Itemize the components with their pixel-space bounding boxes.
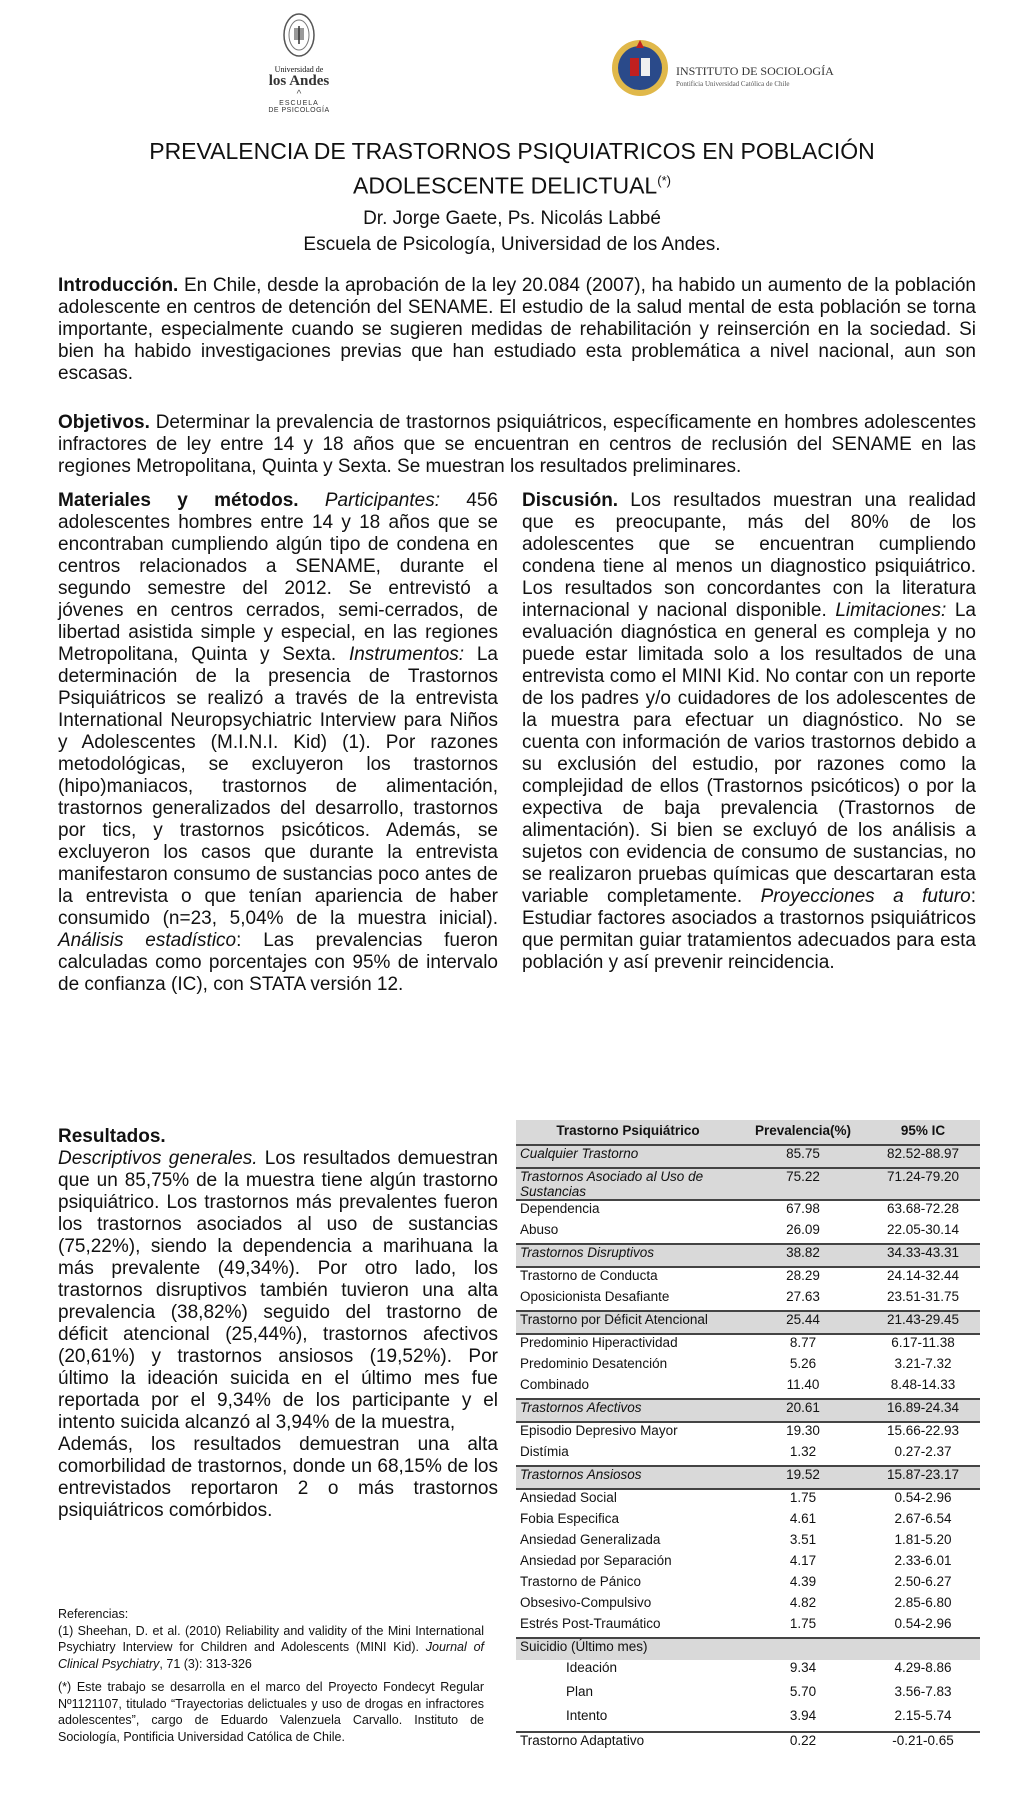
row-name: Dependencia	[516, 1200, 740, 1222]
analisis-text: : Las prevalencias fueron calculadas como porcentajes con 95% de intervalo de confianza (IC), con STATA versión 12.	[58, 930, 498, 995]
ref1-text: (1) Sheehan, D. et al. (2010) Reliability and validity of the Mini International Psychiatry Interview for Children and Adolescents (MINI Kid).	[58, 1623, 484, 1654]
row-prevalence: 3.51	[789, 1532, 817, 1547]
table-row	[516, 1399, 980, 1422]
row-ic: 3.21-7.32	[894, 1356, 952, 1371]
table-row	[516, 1222, 980, 1244]
table-row	[516, 1356, 980, 1377]
table-row	[516, 1145, 980, 1168]
row-prevalence: 4.61	[789, 1511, 817, 1526]
author-affiliation: Escuela de Psicología, Universidad de los Andes.	[303, 234, 721, 255]
row-prevalence: 27.63	[786, 1289, 820, 1304]
prevalence-table-wrap	[516, 1120, 980, 1754]
row-ic: 2.33-6.01	[894, 1553, 952, 1568]
row-name: Trastorno Adaptativo	[516, 1732, 740, 1754]
discusion-text2: La evaluación diagnóstica en general es compleja y no puede estar limitada solo a los resultados de una entrevista como el MINI Kid. No contar con un reporte de los padres y/o cuidadores de los adolescentes de la muestra para efectuar un diagnóstico. No se cuenta con información de varios trastornos debido a su exclusión del estudio, por razones como la complejidad de ellos (Trastornos psicóticos) o por la expectiva de baja prevalencia (Trastornos de alimentación). Si bien se excluyó de los análisis a sujetos con evidencia de consumo de sustancias, no se realizaron pruebas químicas que descartaran esta variable completamente.	[522, 600, 976, 907]
author-names: Dr. Jorge Gaete, Ps. Nicolás Labbé	[363, 208, 661, 229]
row-ic: 34.33-43.31	[866, 1244, 980, 1267]
row-name: Ansiedad Generalizada	[520, 1532, 661, 1547]
row-ic: 22.05-30.14	[886, 1222, 960, 1237]
row-name: Trastornos Ansiosos	[516, 1466, 740, 1489]
row-ic: 2.85-6.80	[894, 1595, 952, 1610]
row-ic: 16.89-24.34	[866, 1399, 980, 1422]
header-prevalencia: Prevalencia(%)	[740, 1120, 866, 1145]
row-name: Ansiedad Social	[516, 1489, 740, 1511]
row-prevalence: 25.44	[740, 1311, 866, 1334]
row-name: Episodio Depresivo Mayor	[516, 1422, 740, 1444]
row-ic	[866, 1638, 980, 1660]
logo-line4: DE PSICOLOGÍA	[268, 107, 330, 114]
row-prevalence: 75.22	[740, 1168, 866, 1200]
row-ic: 1.81-5.20	[894, 1532, 952, 1547]
participantes-label: Participantes:	[324, 490, 440, 511]
resultados-heading: Resultados.	[58, 1126, 166, 1147]
table-row	[516, 1168, 980, 1200]
row-prevalence: 85.75	[740, 1145, 866, 1168]
row-name: Fobia Especifica	[520, 1511, 620, 1526]
universidad-de-los-andes-logo	[258, 12, 340, 114]
header-ic: 95% IC	[866, 1120, 980, 1145]
row-name: Ansiedad por Separación	[520, 1553, 672, 1568]
row-ic: 23.51-31.75	[886, 1289, 960, 1304]
row-ic: 15.87-23.17	[866, 1466, 980, 1489]
table-row	[516, 1466, 980, 1489]
intro-text: En Chile, desde la aprobación de la ley 20.084 (2007), ha habido un aumento de la población adolescente en centros de detención del SENAME. El estudio de la salud mental de esta población se torna importante, especialmente cuando se sugieren medidas de rehabilitación y reinserción en la sociedad. Si bien ha habido investigaciones previas que han estudiado esta problemática a nivel nacional, aun son escasas.	[58, 275, 976, 384]
row-prevalence: 38.82	[740, 1244, 866, 1267]
university-seal-icon	[282, 12, 316, 58]
table-row	[516, 1334, 980, 1356]
discusion-heading: Discusión.	[522, 490, 619, 511]
table-row	[516, 1732, 980, 1754]
row-name: Estrés Post-Traumático	[520, 1616, 661, 1631]
row-prevalence: 11.40	[786, 1377, 820, 1392]
row-prevalence: 8.77	[740, 1334, 866, 1356]
row-name: Cualquier Trastorno	[516, 1145, 740, 1168]
row-ic: 4.29-8.86	[894, 1660, 952, 1675]
row-ic: 0.54-2.96	[866, 1489, 980, 1511]
objetivos-heading: Objetivos.	[58, 412, 150, 433]
row-prevalence: 1.32	[789, 1444, 817, 1459]
instituto-name: INSTITUTO DE SOCIOLOGÍA	[676, 64, 834, 78]
table-row	[516, 1574, 980, 1595]
title-sup: (*)	[657, 173, 671, 188]
instituto-university: Pontificia Universidad Católica de Chile	[676, 80, 790, 88]
row-ic: 82.52-88.97	[866, 1145, 980, 1168]
row-ic: 0.54-2.96	[894, 1616, 952, 1631]
referencias-heading: Referencias:	[58, 1607, 129, 1621]
table-row	[516, 1660, 980, 1684]
row-prevalence: 20.61	[740, 1399, 866, 1422]
row-prevalence: 3.94	[789, 1708, 817, 1723]
row-ic: 2.67-6.54	[894, 1511, 952, 1526]
table-row	[516, 1311, 980, 1334]
table-row	[516, 1553, 980, 1574]
ref1-volume: , 71 (3): 313-326	[159, 1656, 252, 1671]
row-name: Trastorno por Déficit Atencional	[516, 1311, 740, 1334]
row-name: Trastorno de Conducta	[516, 1267, 740, 1289]
proyecciones-label: Proyecciones a futuro	[760, 886, 971, 907]
row-prevalence: 5.26	[789, 1356, 817, 1371]
row-name: Trastornos Asociado al Uso de Sustancias	[516, 1168, 740, 1200]
discusion-text3: : Estudiar factores asociados a trastornos psiquiátricos que permitan guiar tratamientos adecuados para esta población y así prevenir reincidencia.	[522, 886, 977, 973]
authors-block	[0, 206, 1024, 258]
row-ic: 63.68-72.28	[866, 1200, 980, 1222]
row-ic: 8.48-14.33	[890, 1377, 956, 1392]
table-row	[516, 1684, 980, 1708]
descriptivos-label: Descriptivos generales.	[58, 1148, 258, 1169]
row-ic: 15.66-22.93	[866, 1422, 980, 1444]
table-row	[516, 1595, 980, 1616]
row-ic: 3.56-7.83	[894, 1684, 952, 1699]
table-row	[516, 1708, 980, 1732]
row-prevalence: 1.75	[789, 1616, 817, 1631]
row-name: Trastornos Afectivos	[516, 1399, 740, 1422]
row-ic: 24.14-32.44	[866, 1267, 980, 1289]
resultados-text2: Además, los resultados demuestran una alta comorbilidad de trastornos, donde un 68,15% de los entrevistados reportaron 2 o más trastornos psiquiátricos comórbidos.	[58, 1434, 498, 1521]
logo-line2: los Andes	[268, 73, 330, 89]
row-name: Obsesivo-Compulsivo	[520, 1595, 652, 1610]
row-name: Trastorno de Pánico	[520, 1574, 642, 1589]
prevalence-table	[516, 1120, 980, 1754]
participantes-text: 456 adolescentes hombres entre 14 y 18 años que se encontraban cumpliendo algún tipo de condena en centros relacionados a SENAME, durante el segundo semestre del 2012. Se entrevistó a jóvenes en centros cerrados, semi-cerrados, de libertad asistida simple y especial, en las regiones Metropolitana, Quinta y Sexta.	[58, 490, 498, 665]
logo-caret-icon: ^	[296, 89, 302, 100]
table-row	[516, 1200, 980, 1222]
table-row	[516, 1444, 980, 1466]
poster-title	[0, 136, 1024, 201]
row-ic: 21.43-29.45	[866, 1311, 980, 1334]
row-name: Distímia	[520, 1444, 569, 1459]
table-row	[516, 1289, 980, 1311]
row-ic: 71.24-79.20	[866, 1168, 980, 1200]
row-name: Oposicionista Desafiante	[520, 1289, 670, 1304]
table-row	[516, 1422, 980, 1444]
intro-heading: Introducción.	[58, 275, 179, 296]
row-name: Trastornos Disruptivos	[516, 1244, 740, 1267]
logo-line3: ESCUELA	[279, 100, 319, 107]
row-name: Ideación	[566, 1660, 618, 1675]
ref1-journal: Journal of Clinical Psychiatry	[58, 1640, 484, 1671]
row-prevalence: 9.34	[789, 1660, 817, 1675]
row-ic: 2.50-6.27	[894, 1574, 952, 1589]
instrumentos-label: Instrumentos:	[348, 644, 465, 665]
row-ic: -0.21-0.65	[866, 1732, 980, 1754]
instituto-sociologia-logo	[610, 28, 850, 108]
row-name: Combinado	[520, 1377, 590, 1392]
descriptivos-text: Los resultados demuestran que un 85,75% de la muestra tiene algún trastorno psiquiátrico. Los trastornos más prevalentes fueron los trastornos asociados al uso de sustancias (75,22%), siendo la dependencia a marihuana la más prevalente (49,34%). Por otro lado, los trastornos disruptivos también tuvieron una alta prevalencia (38,82%) seguido del trastorno de déficit atencional (25,44%), trastornos afectivos (20,61%) y trastornos ansiosos (19,52%). Por último la ideación suicida en el último mes fue reportada por el 9,34% de los participante y el intento suicida alcanzó al 3,94% de la muestra,	[58, 1148, 499, 1433]
discusion-section	[522, 490, 976, 974]
metodos-heading: Materiales y métodos.	[58, 490, 299, 511]
row-name: Predominio Hiperactividad	[516, 1334, 740, 1356]
row-ic: 2.15-5.74	[894, 1708, 952, 1723]
table-row	[516, 1267, 980, 1289]
table-row	[516, 1532, 980, 1553]
table-row	[516, 1244, 980, 1267]
row-prevalence: 4.39	[789, 1574, 817, 1589]
reference-1	[58, 1623, 484, 1673]
row-prevalence: 67.98	[740, 1200, 866, 1222]
row-prevalence: 1.75	[740, 1489, 866, 1511]
footnote: (*) Este trabajo se desarrolla en el marco del Proyecto Fondecyt Regular Nº1121107, titulado “Trayectorias delictuales y uso de drogas en infractores adolescentes”, cargo de Eduardo Valenzuela Carvallo. Instituto de Sociología, Pontificia Universidad Católica de Chile.	[58, 1680, 484, 1744]
table-row	[516, 1638, 980, 1660]
referencias-section	[58, 1606, 484, 1745]
row-prevalence: 4.17	[789, 1553, 817, 1568]
resultados-section	[58, 1126, 498, 1522]
row-prevalence: 19.52	[740, 1466, 866, 1489]
intro-section	[58, 275, 976, 385]
puc-seal-icon	[610, 28, 670, 108]
discusion-text1: Los resultados muestran una realidad que es preocupante, más del 80% de los adolescentes que se encuentran cumpliendo condena tiene al menos un diagnostico psiquiátrico. Los resultados son concordantes con la literatura internacional y nacional disponible.	[522, 490, 976, 621]
title-line1: PREVALENCIA DE TRASTORNOS PSIQUIATRICOS EN POBLACIÓN	[149, 138, 875, 164]
row-name: Predominio Desatención	[520, 1356, 668, 1371]
row-name: Plan	[566, 1684, 594, 1699]
row-name: Intento	[566, 1708, 608, 1723]
row-prevalence: 5.70	[789, 1684, 817, 1699]
row-ic: 6.17-11.38	[866, 1334, 980, 1356]
title-line2: ADOLESCENTE DELICTUAL	[353, 172, 658, 199]
row-name: Abuso	[520, 1222, 559, 1237]
row-prevalence: 0.22	[740, 1732, 866, 1754]
instrumentos-text: La determinación de la presencia de Trastornos Psiquiátricos se realizó a través de la entrevista International Neuropsychiatric Interview para Niños y Adolescentes (M.I.N.I. Kid) (1). Por razones metodológicas, se excluyeron los trastornos (hipo)maniacos, trastornos de alimentación, trastornos generalizados del desarrollo, trastornos por tics, y trastornos psicóticos. Además, se excluyeron los casos que durante la entrevista manifestaron consumo de sustancias poco antes de la entrevista o que tenían apariencia de haber consumido (n=23, 5,04% de la muestra inicial).	[58, 644, 498, 929]
objetivos-section	[58, 412, 976, 478]
limitaciones-label: Limitaciones:	[835, 600, 947, 621]
row-prevalence: 19.30	[740, 1422, 866, 1444]
table-row	[516, 1377, 980, 1399]
row-prevalence: 26.09	[786, 1222, 820, 1237]
table-row	[516, 1616, 980, 1638]
table-row	[516, 1511, 980, 1532]
logo-line1: Universidad de	[274, 65, 324, 74]
analisis-label: Análisis estadístico	[58, 930, 237, 951]
header-trastorno: Trastorno Psiquiátrico	[516, 1120, 740, 1145]
row-name: Suicidio (Último mes)	[516, 1638, 740, 1660]
title-line2-wrap	[0, 166, 1024, 201]
row-ic: 0.27-2.37	[894, 1444, 952, 1459]
row-prevalence	[740, 1638, 866, 1660]
table-row	[516, 1489, 980, 1511]
row-prevalence: 4.82	[789, 1595, 817, 1610]
row-prevalence: 28.29	[740, 1267, 866, 1289]
table-header-row	[516, 1120, 980, 1145]
objetivos-text: Determinar la prevalencia de trastornos psiquiátricos, específicamente en hombres adolescentes infractores de ley entre 14 y 18 años que se encuentran en centros de reclusión del SENAME en las regiones Metropolitana, Quinta y Sexta. Se muestran los resultados preliminares.	[58, 412, 976, 477]
metodos-section	[58, 490, 498, 996]
